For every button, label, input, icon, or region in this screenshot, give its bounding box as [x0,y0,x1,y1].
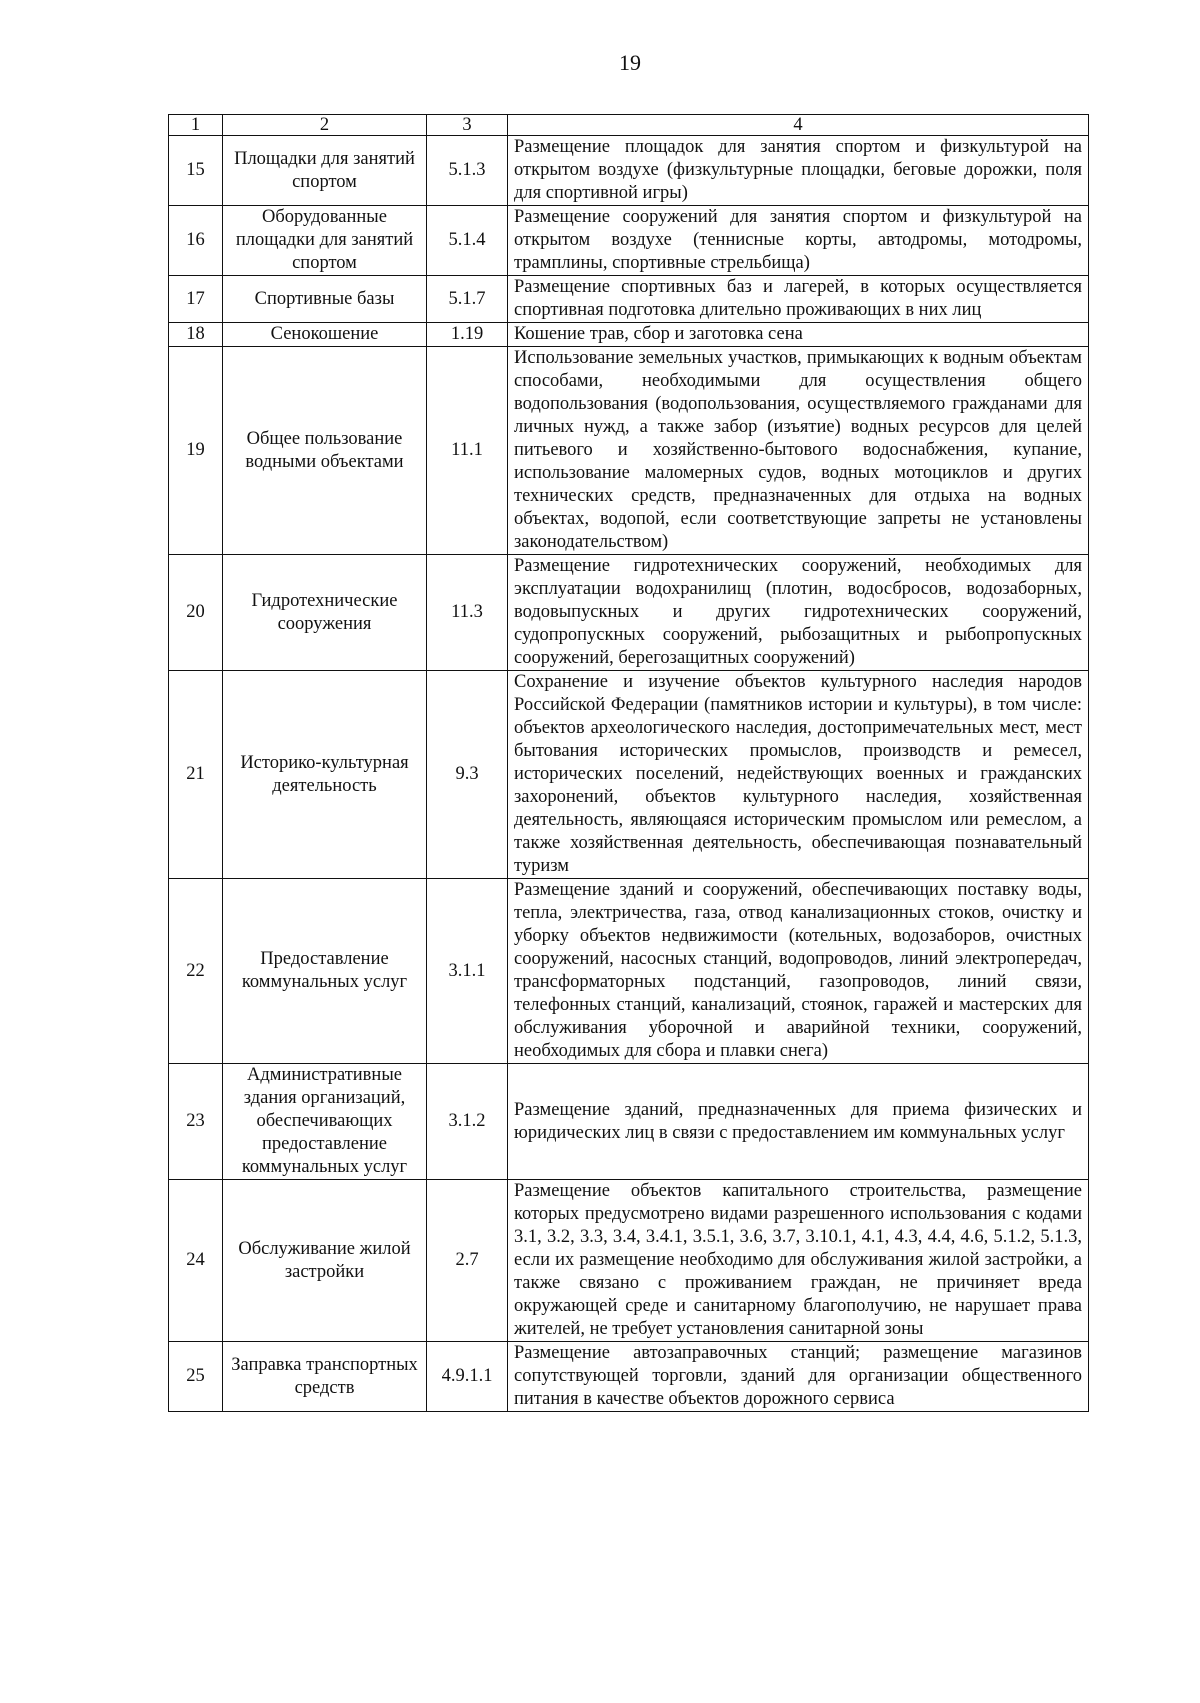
table-row [169,555,1089,671]
header-cell: 2 [223,115,427,136]
use-type-name: Общее пользование водными объектами [223,347,427,555]
table-row [169,276,1089,323]
use-type-description: Размещение гидротехнических сооружений, необходимых для эксплуатации водохранилищ (плотин, водосбросов, водозаборных, водовыпускных и других гидротехнических сооружений, судопропускных сооружений, рыбозащитных и рыбопропускных сооружений, берегозащитных сооружений) [508,555,1089,671]
row-number: 25 [169,1342,223,1412]
row-number: 22 [169,879,223,1064]
row-number: 24 [169,1180,223,1342]
table-row [169,671,1089,879]
row-number: 20 [169,555,223,671]
use-type-code: 5.1.7 [427,276,508,323]
table-row [169,1342,1089,1412]
use-type-description: Размещение зданий и сооружений, обеспечивающих поставку воды, тепла, электричества, газа, отвод канализационных стоков, очистку и уборку объектов недвижимости (котельных, водозаборов, очистных сооружений, насосных станций, водопроводов, линий электропередач, трансформаторных подстанций, газопроводов, линий связи, телефонных станций, канализаций, стоянок, гаражей и мастерских для обслуживания уборочной и аварийной техники, сооружений, необходимых для сбора и плавки снега) [508,879,1089,1064]
table-row [169,206,1089,276]
use-type-code: 11.1 [427,347,508,555]
table-row [169,136,1089,206]
use-type-code: 9.3 [427,671,508,879]
table-header-row [169,115,1089,136]
table-row [169,879,1089,1064]
use-type-description: Размещение площадок для занятия спортом и физкультурой на открытом воздухе (физкультурные площадки, беговые дорожки, поля для спортивной игры) [508,136,1089,206]
use-type-description: Сохранение и изучение объектов культурного наследия народов Российской Федерации (памятников истории и культуры), в том числе: объектов археологического наследия, достопримечательных мест, мест бытования исторических промыслов, производств и ремесел, исторических поселений, недействующих военных и гражданских захоронений, объектов культурного наследия, хозяйственная деятельность, являющаяся историческим промыслом или ремеслом, а также хозяйственная деятельность, обеспечивающая познавательный туризм [508,671,1089,879]
use-type-name: Оборудованные площадки для занятий спортом [223,206,427,276]
use-type-code: 5.1.3 [427,136,508,206]
use-type-description: Размещение сооружений для занятия спортом и физкультурой на открытом воздухе (теннисные корты, автодромы, мотодромы, трамплины, спортивные стрельбища) [508,206,1089,276]
use-type-code: 3.1.2 [427,1064,508,1180]
use-type-description: Размещение зданий, предназначенных для приема физических и юридических лиц в связи с предоставлением им коммунальных услуг [508,1064,1089,1180]
use-type-description: Размещение автозаправочных станций; размещение магазинов сопутствующей торговли, зданий для организации общественного питания в качестве объектов дорожного сервиса [508,1342,1089,1412]
use-type-description: Размещение объектов капитального строительства, размещение которых предусмотрено видами разрешенного использования с кодами 3.1, 3.2, 3.3, 3.4, 3.4.1, 3.5.1, 3.6, 3.7, 3.10.1, 4.1, 4.3, 4.4, 4.6, 5.1.2, 5.1.3, если их размещение необходимо для обслуживания жилой застройки, а также связано с проживанием граждан, не причиняет вреда окружающей среде и санитарному благополучию, не нарушает права жителей, не требует установления санитарной зоны [508,1180,1089,1342]
use-type-name: Сенокошение [223,323,427,347]
table-row [169,1064,1089,1180]
row-number: 23 [169,1064,223,1180]
use-type-description: Кошение трав, сбор и заготовка сена [508,323,1089,347]
row-number: 17 [169,276,223,323]
use-type-name: Административные здания организаций, обеспечивающих предоставление коммунальных услуг [223,1064,427,1180]
use-type-name: Заправка транспортных средств [223,1342,427,1412]
use-type-description: Использование земельных участков, примыкающих к водным объектам способами, необходимыми для осуществления общего водопользования (водопользования, осуществляемого гражданами для личных нужд, а также забор (изъятие) водных ресурсов для целей питьевого и хозяйственно-бытового водоснабжения, купание, использование маломерных судов, водных мотоциклов и других технических средств, предназначенных для отдыха на водных объектах, водопой, если соответствующие запреты не установлены законодательством) [508,347,1089,555]
row-number: 21 [169,671,223,879]
use-type-name: Историко-культурная деятельность [223,671,427,879]
table-row [169,1180,1089,1342]
table-row [169,323,1089,347]
page-number: 19 [619,50,641,75]
header-cell: 3 [427,115,508,136]
row-number: 18 [169,323,223,347]
use-type-code: 5.1.4 [427,206,508,276]
header-cell: 4 [508,115,1089,136]
row-number: 19 [169,347,223,555]
use-type-description: Размещение спортивных баз и лагерей, в которых осуществляется спортивная подготовка длительно проживающих в них лиц [508,276,1089,323]
use-type-code: 4.9.1.1 [427,1342,508,1412]
use-type-name: Гидротехнические сооружения [223,555,427,671]
use-type-name: Обслуживание жилой застройки [223,1180,427,1342]
use-type-code: 1.19 [427,323,508,347]
use-type-name: Площадки для занятий спортом [223,136,427,206]
header-cell: 1 [169,115,223,136]
table-row [169,347,1089,555]
land-use-table [168,114,1089,1412]
row-number: 15 [169,136,223,206]
use-type-code: 3.1.1 [427,879,508,1064]
use-type-code: 2.7 [427,1180,508,1342]
use-type-code: 11.3 [427,555,508,671]
use-type-name: Спортивные базы [223,276,427,323]
use-type-name: Предоставление коммунальных услуг [223,879,427,1064]
row-number: 16 [169,206,223,276]
